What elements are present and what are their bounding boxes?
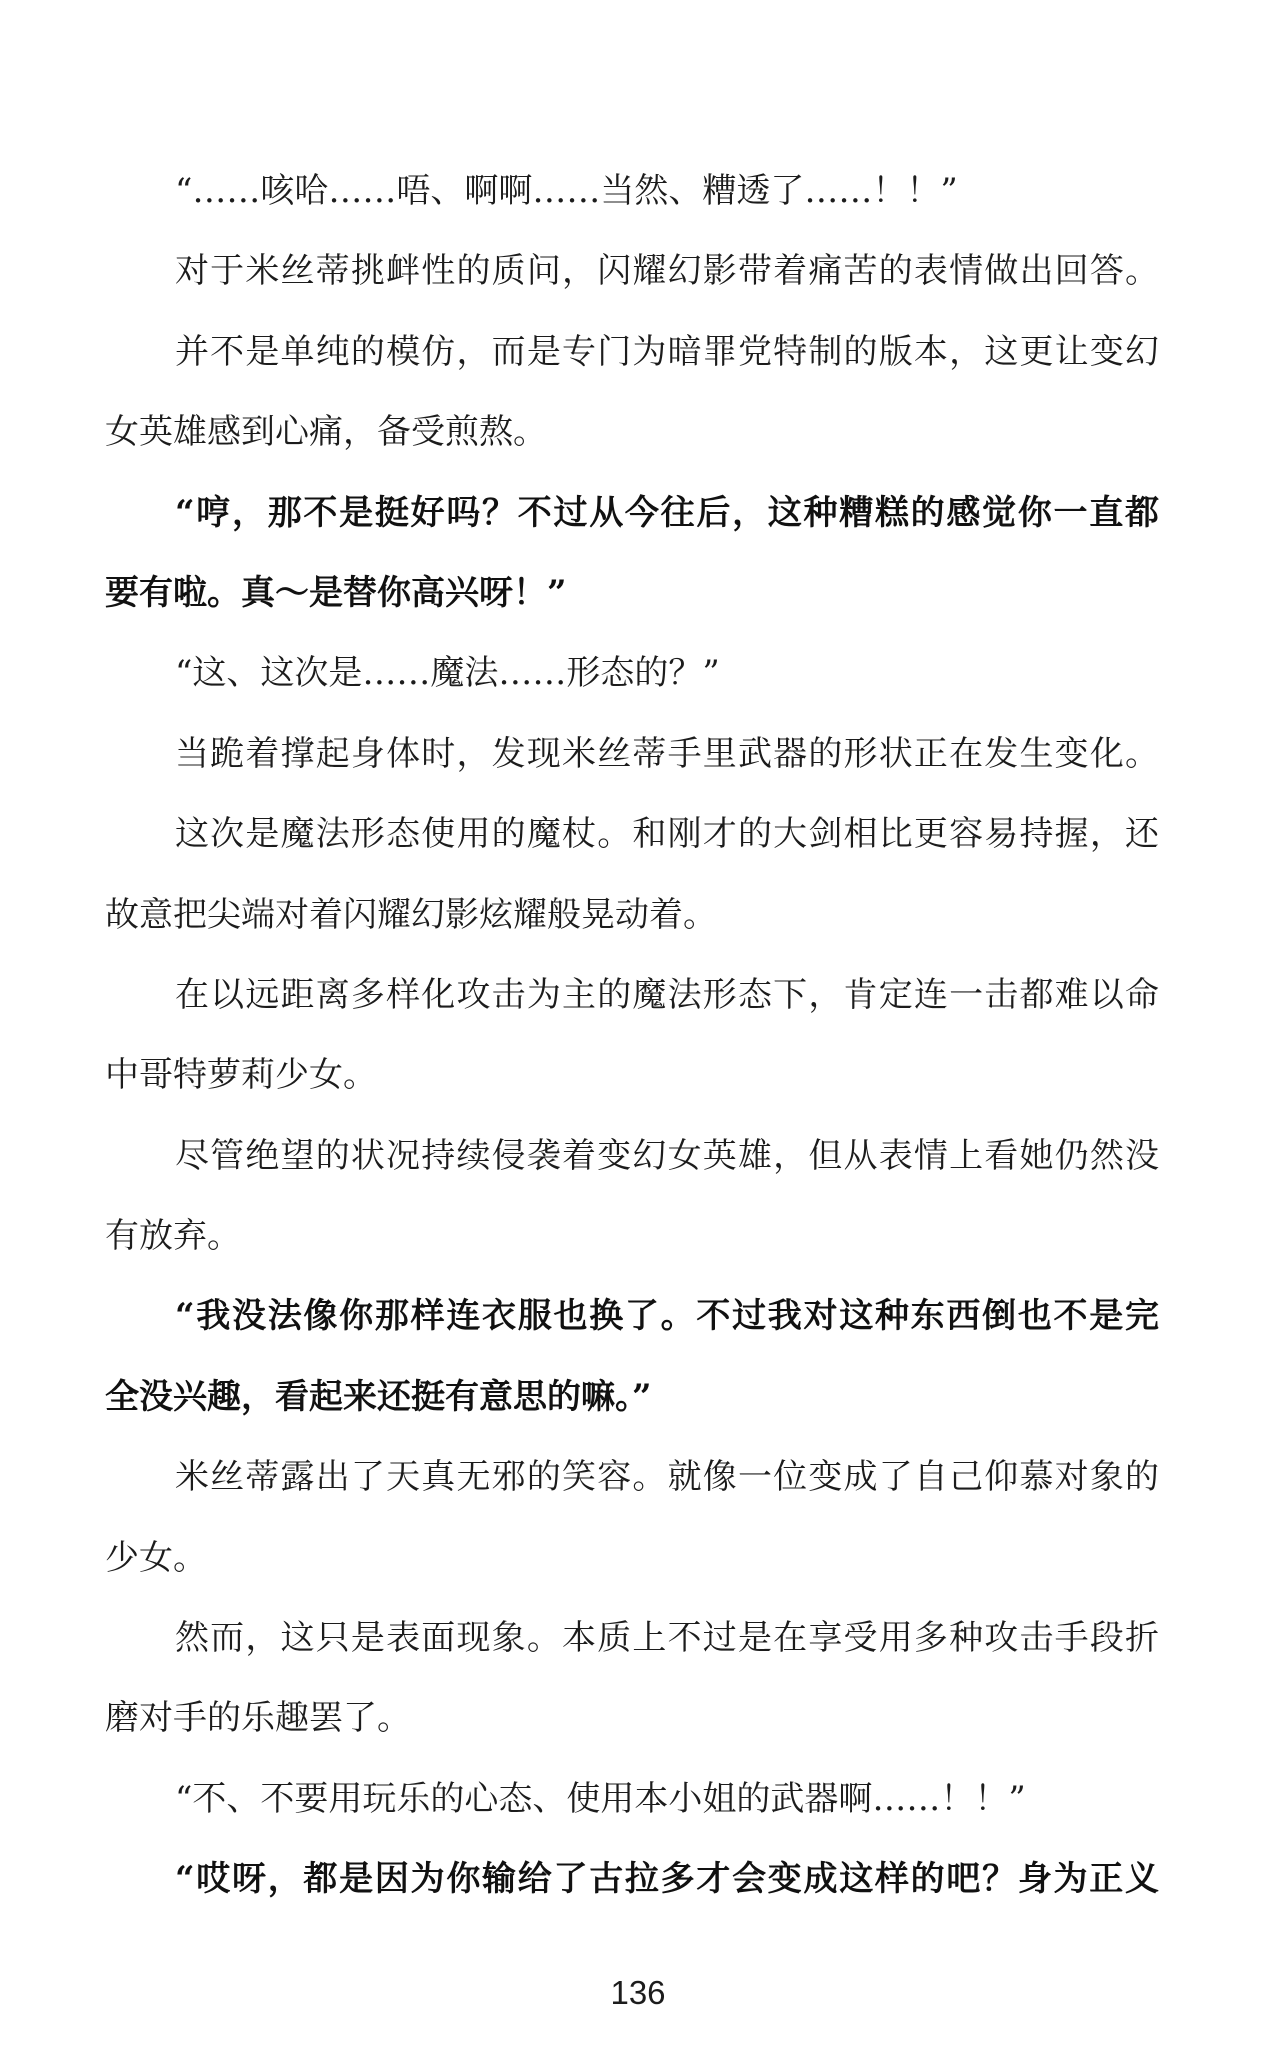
paragraph [105,1437,1159,1598]
paragraph [105,714,1159,794]
page-number: 136 [610,1974,666,2011]
paragraph [105,1116,1159,1277]
text-line: 当跪着撑起身体时，发现米丝蒂手里武器的形状正在发生变化。 [175,733,1159,774]
text-line: 在以远距离多样化攻击为主的魔法形态下，肯定连一击都难以命 [175,974,1159,1015]
text-line: “这、这次是……魔法……形态的？” [175,653,720,694]
text-line: 米丝蒂露出了天真无邪的笑容。就像一位变成了自己仰慕对象的 [175,1457,1159,1498]
text-line: 这次是魔法形态使用的魔杖。和刚才的大剑相比更容易持握，还 [175,814,1159,855]
text-line: 有放弃。 [105,1216,241,1257]
text-line: 女英雄感到心痛，备受煎熬。 [105,412,547,453]
text-line: 故意把尖端对着闪耀幻影炫耀般晃动着。 [105,894,717,935]
paragraph [105,955,1159,1116]
text-line: 并不是单纯的模仿，而是专门为暗罪党特制的版本，这更让变幻 [175,331,1159,372]
text-line: 中哥特萝莉少女。 [105,1055,377,1096]
text-line: 尽管绝望的状况持续侵袭着变幻女英雄，但从表情上看她仍然没 [175,1135,1159,1176]
body-text [105,151,1159,1920]
text-line: “哼，那不是挺好吗？不过从今往后，这种糟糕的感觉你一直都 [175,492,1159,533]
text-line: “我没法像你那样连衣服也换了。不过我对这种东西倒也不是完 [175,1296,1159,1337]
text-line: 要有啦。真～是替你高兴呀！” [105,572,567,613]
dialogue-paragraph [105,1839,1159,1919]
paragraph [105,1598,1159,1759]
text-line: 少女。 [105,1537,207,1578]
text-line: 然而，这只是表面现象。本质上不过是在享受用多种攻击手段折 [175,1618,1159,1659]
paragraph [105,312,1159,473]
text-line: 全没兴趣，看起来还挺有意思的嘛。” [105,1376,652,1417]
paragraph [105,1759,1159,1839]
paragraph [105,794,1159,955]
dialogue-paragraph [105,473,1159,634]
text-line: “不、不要用玩乐的心态、使用本小姐的武器啊……！！” [175,1778,1026,1819]
text-line: “……咳哈……唔、啊啊……当然、糟透了……！！” [175,171,958,211]
text-line: 对于米丝蒂挑衅性的质问，闪耀幻影带着痛苦的表情做出回答。 [175,251,1159,292]
text-line: “哎呀，都是因为你输给了古拉多才会变成这样的吧？身为正义 [175,1859,1159,1900]
paragraph [105,151,1159,231]
paragraph [105,231,1159,311]
text-line: 磨对手的乐趣罢了。 [105,1698,411,1739]
dialogue-paragraph [105,1276,1159,1437]
paragraph [105,633,1159,713]
